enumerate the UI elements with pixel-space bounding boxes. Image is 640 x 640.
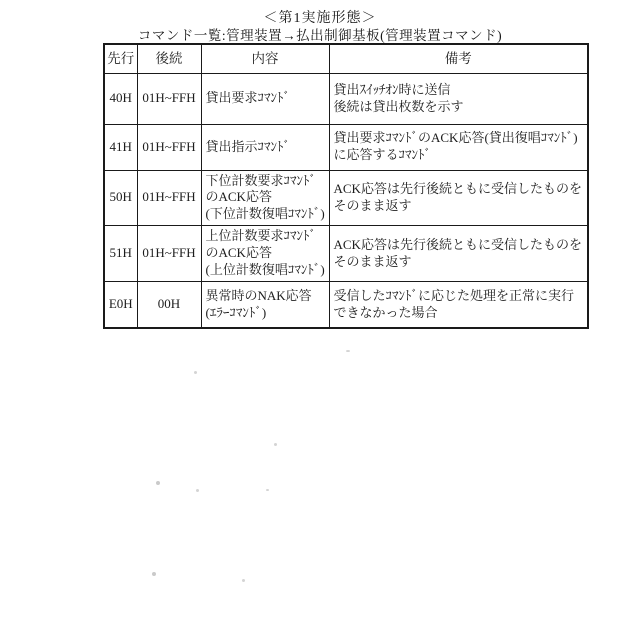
cell-leading: 50H [104, 170, 137, 226]
table-row [104, 124, 588, 170]
table-row [104, 170, 588, 226]
table-row [104, 226, 588, 282]
cell-leading: 51H [104, 226, 137, 282]
cell-trailing: 01H~FFH [137, 73, 201, 124]
scan-artifact [346, 350, 350, 352]
cell-leading: E0H [104, 281, 137, 328]
table-row [104, 73, 588, 124]
cell-leading: 41H [104, 124, 137, 170]
cell-content: 貸出要求ｺﾏﾝﾄﾞ [201, 73, 329, 124]
cell-remarks: ACK応答は先行後続ともに受信したものをそのまま返す [329, 170, 588, 226]
cell-remarks: 貸出要求ｺﾏﾝﾄﾞのACK応答(貸出復唱ｺﾏﾝﾄﾞ)に応答するｺﾏﾝﾄﾞ [329, 124, 588, 170]
table-row [104, 281, 588, 328]
scan-artifact [152, 572, 156, 576]
cell-content: 異常時のNAK応答 (ｴﾗｰｺﾏﾝﾄﾞ) [201, 281, 329, 328]
cell-content: 上位計数要求ｺﾏﾝﾄﾞ のACK応答 (上位計数復唱ｺﾏﾝﾄﾞ) [201, 226, 329, 282]
scan-artifact [194, 371, 197, 374]
header-remarks: 備考 [329, 44, 588, 73]
cell-remarks: 貸出ｽｲｯﾁｵﾝ時に送信 後続は貸出枚数を示す [329, 73, 588, 124]
header-trailing: 後続 [137, 44, 201, 73]
scan-artifact [156, 481, 160, 485]
cell-trailing: 01H~FFH [137, 226, 201, 282]
cell-remarks: 受信したｺﾏﾝﾄﾞに応じた処理を正常に実行できなかった場合 [329, 281, 588, 328]
cell-content: 下位計数要求ｺﾏﾝﾄﾞ のACK応答 (下位計数復唱ｺﾏﾝﾄﾞ) [201, 170, 329, 226]
scan-artifact [266, 489, 269, 491]
cell-remarks: ACK応答は先行後続ともに受信したものをそのまま返す [329, 226, 588, 282]
cell-content: 貸出指示ｺﾏﾝﾄﾞ [201, 124, 329, 170]
page-title: ＜第1実施形態＞ [263, 11, 377, 26]
table-header-row [104, 44, 588, 73]
header-content: 内容 [201, 44, 329, 73]
cell-trailing: 00H [137, 281, 201, 328]
cell-trailing: 01H~FFH [137, 124, 201, 170]
page-subtitle: コマンド一覧:管理装置→払出制御基板(管理装置コマンド) [137, 28, 503, 43]
scan-artifact [274, 443, 277, 446]
scan-artifact [242, 579, 245, 582]
scan-artifact [196, 489, 199, 492]
command-table [103, 43, 589, 329]
header-leading: 先行 [104, 44, 137, 73]
cell-trailing: 01H~FFH [137, 170, 201, 226]
cell-leading: 40H [104, 73, 137, 124]
